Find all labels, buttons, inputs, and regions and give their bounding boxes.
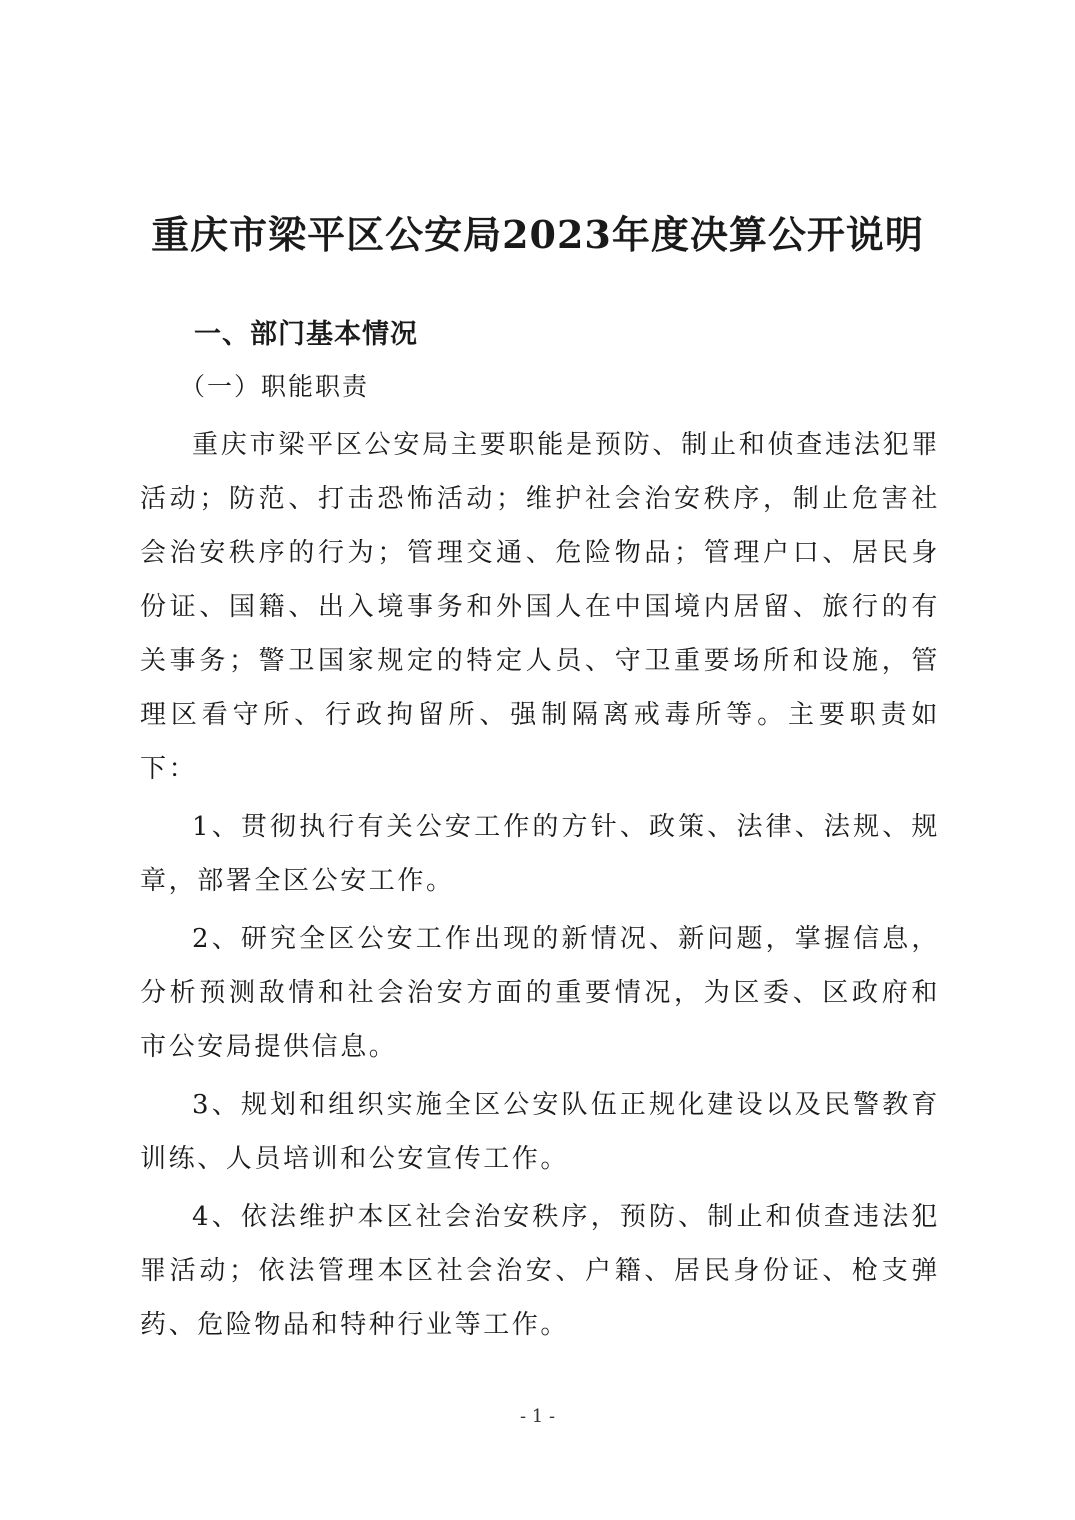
section-heading-basic-info: 一、部门基本情况 [194,319,418,350]
document-body [140,310,940,1352]
document-title: 重庆市梁平区公安局2023年度决算公开说明 [151,212,924,257]
paragraph-duty-1: 1、贯彻执行有关公安工作的方针、政策、法律、法规、规章，部署全区公安工作。 [140,812,940,896]
paragraph-duty-4: 4、依法维护本区社会治安秩序，预防、制止和侦查违法犯罪活动；依法管理本区社会治安、户籍、居民身份证、枪支弹药、危险物品和特种行业等工作。 [140,1202,940,1340]
page-number: - 1 - [519,1406,556,1427]
paragraph-duty-3: 3、规划和组织实施全区公安队伍正规化建设以及民警教育训练、人员培训和公安宣传工作。 [140,1090,940,1174]
paragraph-duty-2: 2、研究全区公安工作出现的新情况、新问题，掌握信息，分析预测敌情和社会治安方面的重要情况，为区委、区政府和市公安局提供信息。 [140,924,940,1062]
paragraph-main-functions: 重庆市梁平区公安局主要职能是预防、制止和侦查违法犯罪活动；防范、打击恐怖活动；维护社会治安秩序，制止危害社会治安秩序的行为；管理交通、危险物品；管理户口、居民身份证、国籍、出入境事务和外国人在中国境内居留、旅行的有关事务；警卫国家规定的特定人员、守卫重要场所和设施，管理区看守所、行政拘留所、强制隔离戒毒所等。主要职责如下： [140,430,940,784]
subsection-heading-functions: （一）职能职责 [180,372,370,401]
